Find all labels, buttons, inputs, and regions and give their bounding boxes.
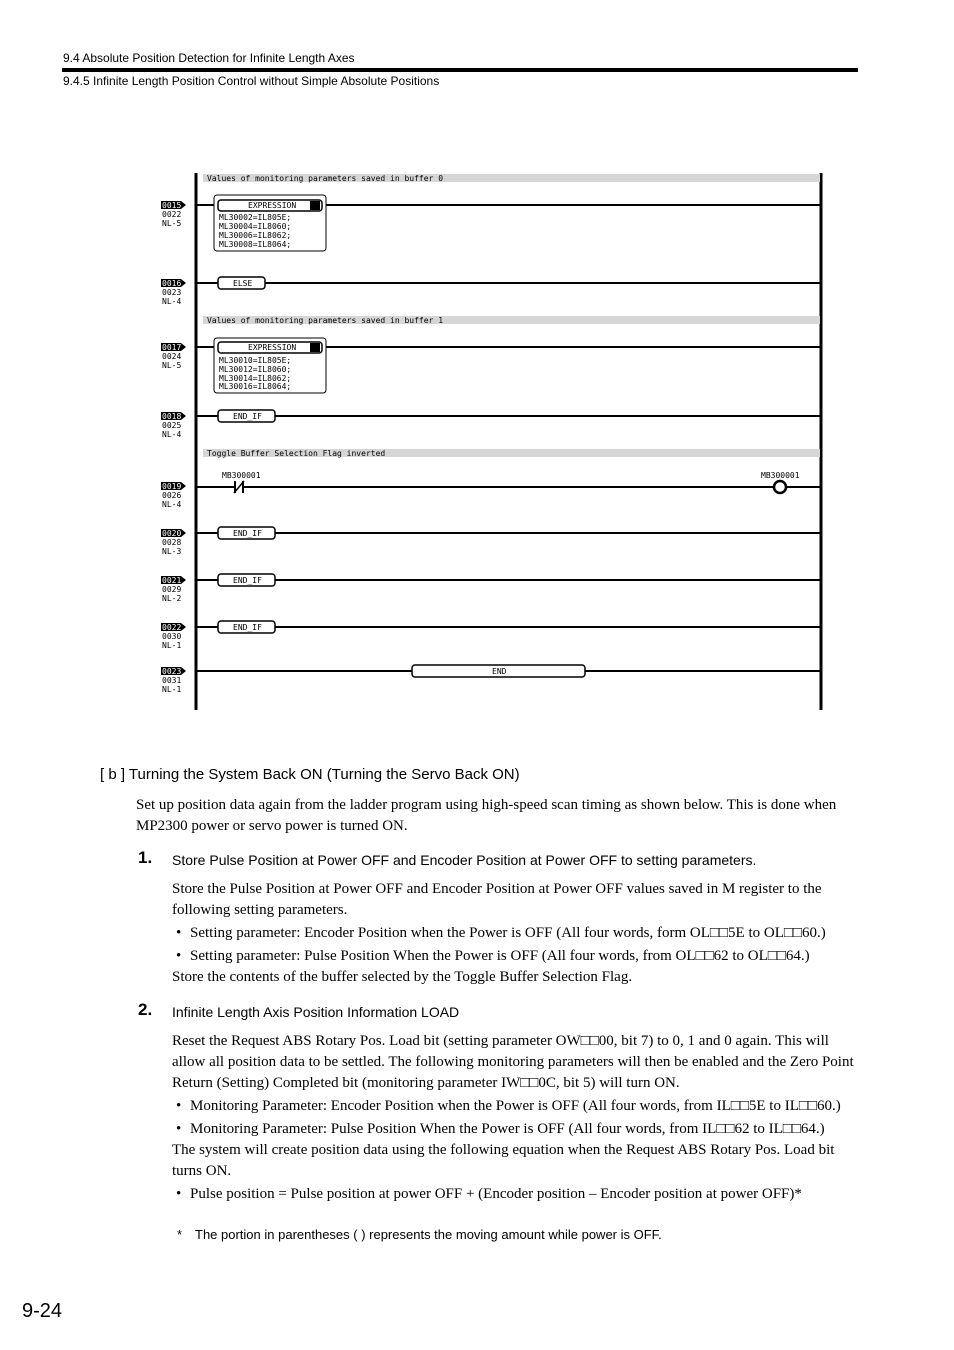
rung-number: 0015 — [162, 201, 182, 210]
equation-text: Pulse position = Pulse position at power OFF + (Encoder position – Encoder position at power OFF)* — [190, 1186, 802, 1202]
expression-label: EXPRESSION — [248, 201, 297, 210]
rung-nest-level: NL-1 — [162, 685, 182, 694]
expression-line: ML30012=IL8060; — [219, 365, 292, 374]
rung-number: 0021 — [162, 576, 182, 585]
rung-step: 0024 — [162, 352, 182, 361]
end-label: END — [492, 667, 507, 676]
rung-number: 0023 — [162, 667, 182, 676]
rung-nest-level: NL-5 — [162, 361, 182, 370]
footnote-text: The portion in parentheses ( ) represents the moving amount while power is OFF. — [195, 1227, 662, 1242]
list-item: • Setting parameter: Encoder Position when the Power is OFF (All four words, form OL□□5E to OL□□60.) — [176, 925, 826, 941]
step-2-title: Infinite Length Axis Position Information LOAD — [172, 1004, 460, 1020]
list-item: • Setting parameter: Pulse Position When the Power is OFF (All four words, from OL□□62 to OL□□64.) — [176, 948, 810, 964]
expression-edit-icon — [310, 343, 320, 352]
bullet-text: Setting parameter: Encoder Position when the Power is OFF (All four words, form OL□□5E to OL□□60.) — [190, 925, 826, 941]
section-b-intro: Set up position data again from the ladder program using high-speed scan timing as shown below. This is done when MP2300 power or servo power is turned ON. — [136, 797, 837, 834]
rung-marker-arrow — [181, 529, 186, 537]
rung-marker-arrow — [181, 201, 186, 209]
expression-line: ML30002=IL805E; — [219, 213, 292, 222]
coil-label: MB300001 — [761, 471, 800, 480]
rung-number: 0022 — [162, 623, 182, 632]
header-rule — [62, 68, 858, 72]
rung-marker-arrow — [181, 279, 186, 287]
end-if-label: END_IF — [233, 576, 262, 585]
rung-marker-arrow — [181, 343, 186, 351]
bullet-text: Monitoring Parameter: Pulse Position When the Power is OFF (All four words, from IL□□62 to IL□□64.) — [190, 1121, 825, 1137]
expression-line: ML30004=IL8060; — [219, 222, 292, 231]
step-2-body: Reset the Request ABS Rotary Pos. Load bit (setting parameter OW□□00, bit 7) to 0, 1 and 0 again. This will allow all position data to be settled. The following monitoring parameters will then be enabled and the Zero Point Return (Setting) Completed bit (monitoring parameter IW□□0C, bit 5) will turn ON. — [172, 1033, 854, 1091]
step-2-content — [172, 1031, 860, 1205]
rung-number: 0020 — [162, 529, 182, 538]
bullet-text: Monitoring Parameter: Encoder Position when the Power is OFF (All four words, from IL□□5E to IL□□60.) — [190, 1098, 841, 1114]
rung-marker-arrow — [181, 482, 186, 490]
rung-nest-level: NL-2 — [162, 594, 182, 603]
expression-line: ML30016=IL8064; — [219, 382, 292, 391]
ladder-diagram — [155, 168, 830, 713]
step-1-after: Store the contents of the buffer selected by the Toggle Buffer Selection Flag. — [172, 969, 633, 985]
nc-contact-icon — [234, 481, 244, 493]
expression-line: ML30014=IL8062; — [219, 374, 292, 383]
step-1-number: 1. — [138, 848, 153, 867]
rung-nest-level: NL-1 — [162, 641, 182, 650]
rung-number: 0019 — [162, 482, 182, 491]
list-item: • Pulse position = Pulse position at power OFF + (Encoder position – Encoder position at power OFF)* — [176, 1186, 802, 1202]
rung-number: 0018 — [162, 412, 182, 421]
expression-line: ML30010=IL805E; — [219, 356, 292, 365]
list-item: • Monitoring Parameter: Pulse Position When the Power is OFF (All four words, from IL□□62 to IL□□64.) — [176, 1121, 825, 1137]
section-b-title: [ b ] Turning the System Back ON (Turning the Servo Back ON) — [100, 766, 520, 783]
rung-step: 0023 — [162, 288, 182, 297]
rung-step: 0022 — [162, 210, 182, 219]
rung-nest-level: NL-3 — [162, 547, 182, 556]
rung-nest-level: NL-5 — [162, 219, 182, 228]
rung-step: 0028 — [162, 538, 182, 547]
rung-step: 0031 — [162, 676, 182, 685]
ladder-comment: Toggle Buffer Selection Flag inverted — [207, 449, 386, 458]
step-1-body: Store the Pulse Position at Power OFF and Encoder Position at Power OFF values saved in M register to the following setting parameters. — [172, 881, 822, 918]
else-label: ELSE — [233, 279, 253, 288]
running-header-section: 9.4 Absolute Position Detection for Infinite Length Axes — [63, 51, 355, 65]
rung-nest-level: NL-4 — [162, 500, 182, 509]
footnote-mark: * — [177, 1227, 183, 1242]
end-if-label: END_IF — [233, 529, 262, 538]
ladder-comment: Values of monitoring parameters saved in buffer 1 — [207, 316, 444, 325]
list-item: • Monitoring Parameter: Encoder Position when the Power is OFF (All four words, from IL□□5E to IL□□60.) — [176, 1098, 841, 1114]
rung-nest-level: NL-4 — [162, 297, 182, 306]
step-1-content — [172, 879, 860, 988]
bullet-text: Setting parameter: Pulse Position When the Power is OFF (All four words, from OL□□62 to OL□□64.) — [190, 948, 810, 964]
expression-line: ML30006=IL8062; — [219, 231, 292, 240]
end-if-label: END_IF — [233, 623, 262, 632]
footnote — [177, 1227, 662, 1242]
rung-step: 0029 — [162, 585, 182, 594]
running-header-subsection: 9.4.5 Infinite Length Position Control without Simple Absolute Positions — [63, 74, 440, 88]
expression-label: EXPRESSION — [248, 343, 297, 352]
step-2-number: 2. — [138, 1000, 153, 1019]
page-number: 9-24 — [22, 1300, 63, 1322]
rung-step: 0025 — [162, 421, 182, 430]
ladder-comment: Values of monitoring parameters saved in buffer 0 — [207, 174, 444, 183]
coil-icon — [774, 481, 786, 493]
expression-edit-icon — [310, 201, 320, 210]
rung-number: 0017 — [162, 343, 182, 352]
rung-marker-arrow — [181, 412, 186, 420]
rung-step: 0030 — [162, 632, 182, 641]
contact-label: MB300001 — [222, 471, 261, 480]
rung-number: 0016 — [162, 279, 182, 288]
rung-step: 0026 — [162, 491, 182, 500]
step-1-title: Store Pulse Position at Power OFF and Encoder Position at Power OFF to setting parameters. — [172, 852, 757, 868]
rung-marker-arrow — [181, 576, 186, 584]
step-2-after: The system will create position data using the following equation when the Request ABS Rotary Pos. Load bit turns ON. — [172, 1142, 835, 1179]
rung-marker-arrow — [181, 667, 186, 675]
rung-nest-level: NL-4 — [162, 430, 182, 439]
expression-line: ML30008=IL8064; — [219, 240, 292, 249]
end-if-label: END_IF — [233, 412, 262, 421]
rung-marker-arrow — [181, 623, 186, 631]
